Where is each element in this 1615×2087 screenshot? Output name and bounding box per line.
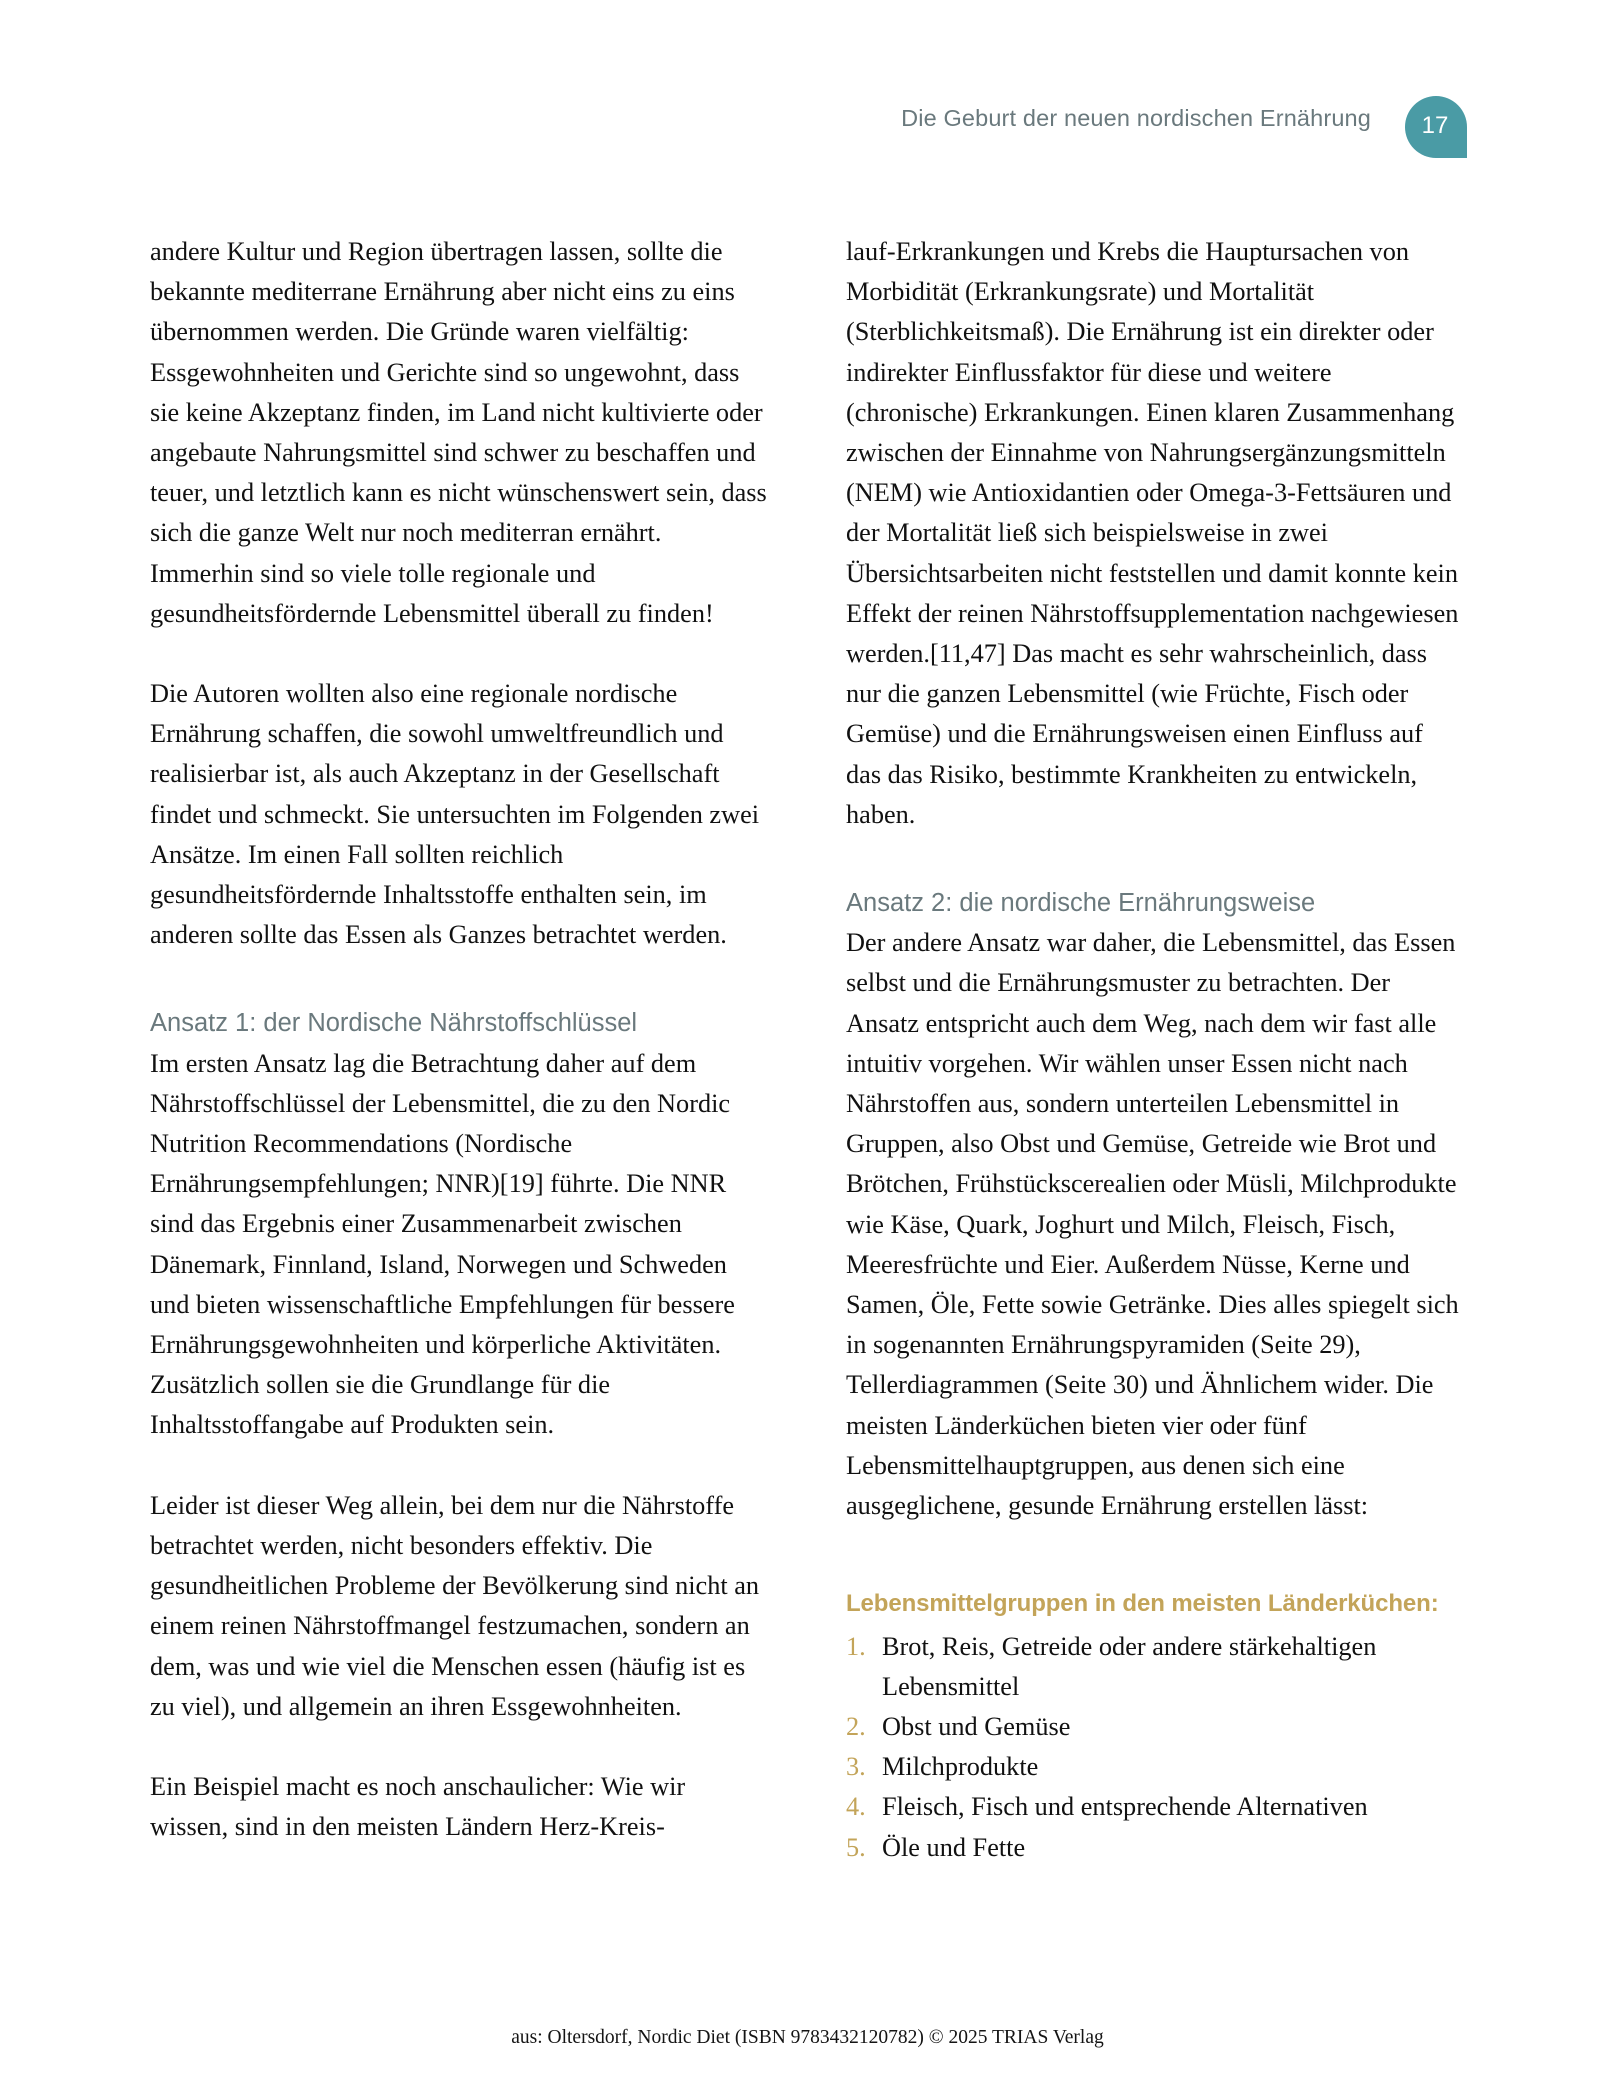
paragraph: Der andere Ansatz war daher, die Lebensmittel, das Essen selbst und die Ernährungsmuster zu betrachten. Der Ansatz entspricht auch dem Weg, nach dem wir fast alle intuitiv vorgehen. Wir wählen unser Essen nicht nach Nährstoffen aus, sondern unterteilen Lebensmittel in Gruppen, also Obst und Gemüse, Getreide wie Brot und Brötchen, Frühstückscerealien oder Müsli, Milchprodukte wie Käse, Quark, Joghurt und Milch, Fleisch, Fisch, Meeresfrüchte und Eier. Außerdem Nüsse, Kerne und Samen, Öle, Fette sowie Getränke. Dies alles spiegelt sich in sogenannten Ernährungspyramiden (Seite 29), Tellerdiagrammen (Seite 30) und Ähnlichem wider. Die meisten Länderküchen bieten vier oder fünf Lebensmittelhauptgruppen, aus denen sich eine ausgeglichene, gesunde Ernährung erstellen lässt:	[846, 928, 1459, 1521]
paragraph: lauf-Erkrankungen und Krebs die Hauptursachen von Morbidität (Erkrankungsrate) und Mortalität (Sterblichkeitsmaß). Die Ernährung ist ein direkter oder indirekter Einflussfaktor für diese und weitere (chronische) Erkrankungen. Einen klaren Zusammenhang zwischen der Einnahme von Nahrungsergänzungsmitteln (NEM) wie Antioxidantien oder Omega-3-Fettsäuren und der Mortalität ließ sich beispielsweise in zwei Übersichtsarbeiten nicht feststellen und damit konnte kein Effekt der reinen Nährstoffsupplementation nachgewiesen werden.[11,47] Das macht es sehr wahrscheinlich, dass nur die ganzen Lebensmittel (wie Früchte, Fisch oder Gemüse) und die Ernährungsweisen einen Einfluss auf das das Risiko, bestimmte Krankheiten zu entwickeln, haben.	[846, 237, 1459, 829]
paragraph: Leider ist dieser Weg allein, bei dem nur die Nährstoffe betrachtet werden, nicht besonders effektiv. Die gesundheitlichen Probleme der Bevölkerung sind nicht an einem reinen Nährstoffmangel festzumachen, sondern an dem, was und wie viel die Menschen essen (häufig ist es zu viel), und allgemein an ihren Essgewohnheiten.	[150, 1490, 760, 1721]
list-item-label: Milchprodukte	[882, 1752, 1039, 1782]
food-groups-heading: Lebensmittelgruppen in den meisten Länderküchen:	[846, 1590, 1439, 1618]
list-item-number: 3.	[846, 1752, 866, 1782]
page-number-badge	[1405, 96, 1467, 158]
list-item	[846, 1747, 1464, 1787]
paragraph: andere Kultur und Region übertragen lassen, sollte die bekannte mediterrane Ernährung aber nicht eins zu eins übernommen werden. Die Gründe waren vielfältig: Essgewohnheiten und Gerichte sind so ungewohnt, dass sie keine Akzeptanz finden, im Land nicht kultivierte oder angebaute Nahrungsmittel sind schwer zu beschaffen und teuer, und letztlich kann es nicht wünschenswert sein, dass sich die ganze Welt nur noch mediterran ernährt. Immerhin sind so viele tolle regionale und gesundheitsfördernde Lebensmittel überall zu finden!	[150, 237, 767, 628]
page-number: 17	[1421, 112, 1449, 139]
right-column	[846, 232, 1464, 1868]
list-item-number: 2.	[846, 1711, 866, 1741]
list-item-label: Obst und Gemüse	[882, 1711, 1071, 1741]
list-item-label: Brot, Reis, Getreide oder andere stärkehaltigen Lebensmittel	[882, 1631, 1377, 1701]
text-columns	[150, 232, 1465, 1868]
section-heading-ansatz-1: Ansatz 1: der Nordische Nährstoffschlüssel	[150, 1009, 638, 1038]
running-header-title: Die Geburt der neuen nordischen Ernährung	[901, 105, 1371, 131]
list-item	[846, 1627, 1464, 1707]
list-item-number: 5.	[846, 1832, 866, 1862]
left-column	[150, 232, 768, 1868]
list-item	[846, 1707, 1464, 1747]
food-groups-block	[846, 1584, 1464, 1867]
paragraph: Ein Beispiel macht es noch anschaulicher: Wie wir wissen, sind in den meisten Ländern Herz-Kreis-	[150, 1771, 686, 1842]
list-item-label: Öle und Fette	[882, 1832, 1026, 1862]
list-item-label: Fleisch, Fisch und entsprechende Alternativen	[882, 1792, 1368, 1822]
paragraph: Die Autoren wollten also eine regionale nordische Ernährung schaffen, die sowohl umweltfreundlich und realisierbar ist, als auch Akzeptanz in der Gesellschaft findet und schmeckt. Sie untersuchten im Folgenden zwei Ansätze. Im einen Fall sollten reichlich gesundheitsfördernde Inhaltsstoffe enthalten sein, im anderen sollte das Essen als Ganzes betrachtet werden.	[150, 679, 760, 950]
list-item	[846, 1787, 1464, 1827]
food-groups-list	[846, 1627, 1464, 1868]
paragraph: Im ersten Ansatz lag die Betrachtung daher auf dem Nährstoffschlüssel der Lebensmittel, die zu den Nordic Nutrition Recommendations (Nordische Ernährungsempfehlungen; NNR)[19] führte. Die NNR sind das Ergebnis einer Zusammenarbeit zwischen Dänemark, Finnland, Island, Norwegen und Schweden und bieten wissenschaftliche Empfehlungen für bessere Ernährungsgewohnheiten und körperliche Aktivitäten. Zusätzlich sollen sie die Grundlange für die Inhaltsstoffangabe auf Produkten sein.	[150, 1048, 735, 1440]
running-header	[150, 96, 1467, 156]
list-item-number: 4.	[846, 1792, 866, 1822]
list-item-number: 1.	[846, 1631, 866, 1661]
list-item	[846, 1828, 1464, 1868]
section-heading-ansatz-2: Ansatz 2: die nordische Ernährungsweise	[846, 889, 1316, 918]
page-footer: aus: Oltersdorf, Nordic Diet (ISBN 9783432120782) © 2025 TRIAS Verlag	[511, 2027, 1104, 2048]
